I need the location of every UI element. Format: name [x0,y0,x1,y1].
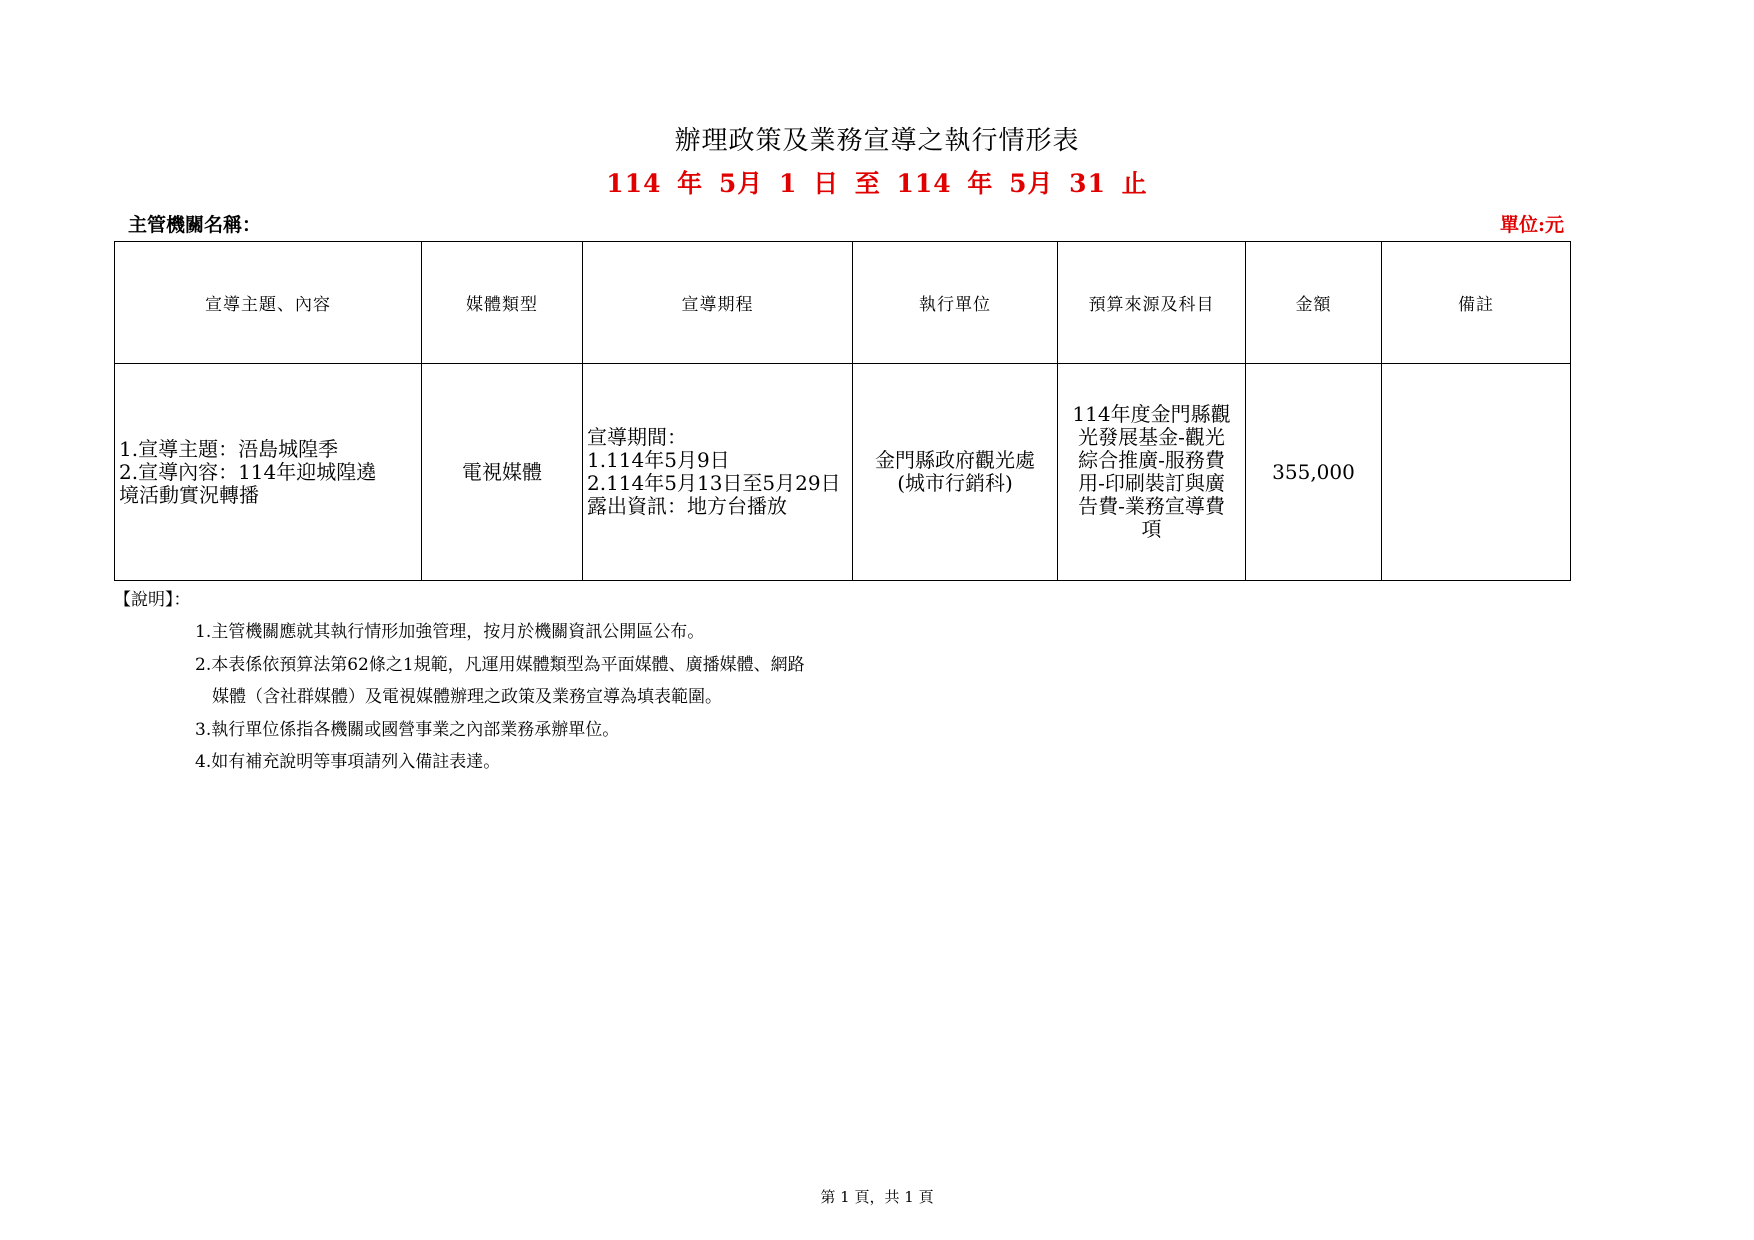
document-title: 辦理政策及業務宣導之執行情形表 [674,126,1080,156]
media-type-text: 電視媒體 [462,459,542,484]
executing-unit-text: 金門縣政府觀光處 (城市行銷科) [875,448,1035,495]
notes-list [195,616,805,779]
cell-remarks [1382,364,1571,581]
cell-topic [115,364,422,581]
table-row [115,364,1571,581]
cell-schedule [583,364,853,581]
header-media-type: 媒體類型 [422,242,583,364]
amount-text: 355,000 [1272,459,1355,484]
note-item: 3.執行單位係指各機關或國營事業之內部業務承辦單位。 [195,719,620,740]
note-item: 4.如有補充說明等事項請列入備註表達。 [195,752,501,772]
note-item: 媒體（含社群媒體）及電視媒體辦理之政策及業務宣導為填表範圍。 [195,687,722,707]
note-item: 1.主管機關應就其執行情形加強管理，按月於機關資訊公開區公布。 [195,622,705,642]
header-executing-unit: 執行單位 [853,242,1058,364]
execution-table [114,241,1571,581]
cell-media-type [422,364,583,581]
agency-label: 主管機關名稱： [128,214,262,236]
topic-text: 1.宣導主題：浯島城隍季 2.宣導內容：114年迎城隍遶 境活動實況轉播 [119,436,377,507]
notes-heading: 【說明】： [114,590,191,610]
table-header-row [115,242,1571,364]
budget-source-text: 114年度金門縣觀 光發展基金-觀光 綜合推廣-服務費 用-印刷裝訂與廣 告費-業務宣導費 項 [1072,402,1231,541]
schedule-text: 宣導期間： 1.114年5月9日 2.114年5月13日至5月29日 露出資訊：地方台播放 [587,425,841,518]
header-remarks: 備註 [1382,242,1571,364]
unit-label: 單位:元 [1499,214,1564,236]
cell-executing-unit [853,364,1058,581]
cell-budget-source [1058,364,1246,581]
reporting-period: 114 年 5月 1 日 至 114 年 5月 31 止 [606,169,1148,198]
header-schedule: 宣導期程 [583,242,853,364]
note-item: 2.本表係依預算法第62條之1規範，凡運用媒體類型為平面媒體、廣播媒體、網路 [195,654,805,675]
page-footer: 第 1 頁，共 1 頁 [820,1188,934,1206]
header-topic: 宣導主題、內容 [115,242,422,364]
cell-amount [1246,364,1382,581]
header-budget-source: 預算來源及科目 [1058,242,1246,364]
header-amount: 金額 [1246,242,1382,364]
